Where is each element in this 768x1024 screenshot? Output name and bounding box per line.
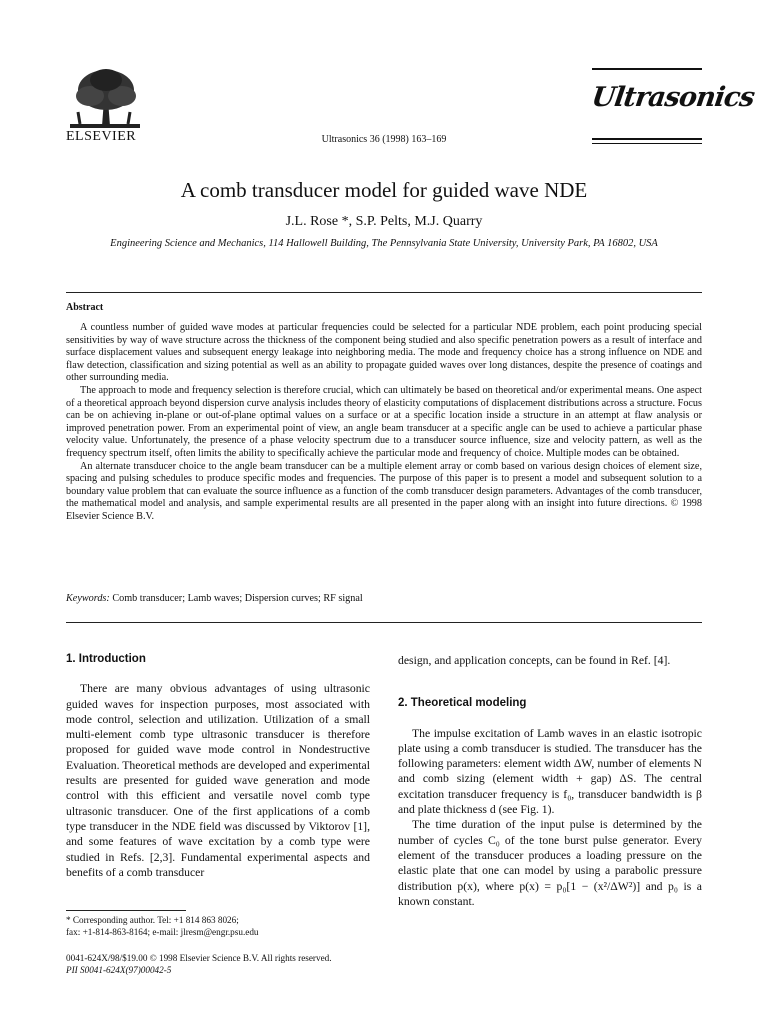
authors: J.L. Rose *, S.P. Pelts, M.J. Quarry xyxy=(285,214,483,229)
intro-paragraph: There are many obvious advantages of using ultrasonic guided waves for inspection purposes, most associated with mode control, selection and utilization. Utilization of a small multi-element comb type ultrasonic transducer is therefore proposed for guided wave mode control in Nondestructive Evaluation. Theoretical methods are developed and experimental results are presented for guided wave generation and mode control with this efficient and versatile novel comb type ultrasonic transducer. One of the first applications of a comb type transducer in the NDE field was discussed by Viktorov [1], and some features of wave excitation by a comb type were studied in Refs. [2,3]. Fundamental experimental aspects and benefits of a comb transducer xyxy=(66,682,370,879)
section-theory xyxy=(398,653,702,909)
journal-rule-bottom xyxy=(592,138,702,140)
paper-title: A comb transducer model for guided wave NDE xyxy=(180,178,588,202)
journal-rule-bottom-thin xyxy=(592,143,702,144)
section-introduction xyxy=(66,652,370,880)
divider-bottom xyxy=(66,622,702,623)
intro-heading: 1. Introduction xyxy=(66,653,146,665)
affiliation: Engineering Science and Mechanics, 114 Hallowell Building, The Pennsylvania State University, University Park, PA 16802, USA xyxy=(110,238,658,249)
keywords xyxy=(66,593,363,604)
keywords-text: Comb transducer; Lamb waves; Dispersion curves; RF signal xyxy=(112,593,363,604)
footnotes xyxy=(66,914,370,976)
abstract-paragraph: An alternate transducer choice to the angle beam transducer can be a multiple element array or comb based on various design choices of element size, spacing and pulsing schedules to produce specific modes and frequencies. The purpose of this paper is to present a model and subsequent solution to a boundary value problem that can evaluate the source influence as a function of the comb transducer design parameters. Advantages of the comb transducer, the mathematical model and analysis, and sample experimental results are all presented in the paper along with an insight into future directions. © 1998 Elsevier Science B.V. xyxy=(66,460,702,522)
abstract-paragraph: A countless number of guided wave modes at particular frequencies could be selected for a particular NDE problem, each point producing special sensitivities by way of wave structure across the thickness of the component being studied and also specific penetration powers as a result of interface and surface displacement values and subsequent energy leakage into neighboring media. The mode and frequency choice has a strong influence on NDE and flaw detection, classification and sizing potential as well as an ability to propagate guided waves over long distances, despite the presence of coatings and other surrounding media. xyxy=(66,322,702,384)
footnote-corresponding: * Corresponding author. Tel: +1 814 863 8026; xyxy=(66,915,239,925)
elsevier-tree-logo xyxy=(64,66,146,132)
journal-rule-top xyxy=(592,68,702,70)
footnote-rule xyxy=(66,910,186,911)
intro-continuation: design, and application concepts, can be found in Ref. [4]. xyxy=(398,654,671,667)
footnote-contact: fax: +1-814-863-8164; e-mail: jlresm@engr.psu.edu xyxy=(66,927,259,937)
citation: Ultrasonics 36 (1998) 163–169 xyxy=(321,134,447,145)
theory-heading: 2. Theoretical modeling xyxy=(398,697,527,710)
abstract-paragraph: The approach to mode and frequency selection is therefore crucial, which can ultimately be based on theoretical and/or experimental means. One aspect of a theoretical approach beyond dispersion curve analysis includes theory of elasticity computations of displacement distributions across a structure. Focus can be on achieving in-plane or out-of-plane optimal values on a surface or at a specific location inside a structure in an attempt at flaw analysis or improved penetration power. From an experimental point of view, an angle beam transducer at a specific angle can be used to achieve a particular phase velocity value. Unfortunately, the presence of a phase velocity spectrum due to a transducer source influence, size and velocity pattern, as well as the frequency spectrum itself, often limits the ability to specifically achieve the particular mode and frequency of choice. Multiple modes can be obtained. xyxy=(66,384,702,459)
pii-line: PII S0041-624X(97)00042-5 xyxy=(66,965,172,975)
theory-paragraph: The impulse excitation of Lamb waves in an elastic isotropic plate using a comb transducer is studied. The transducer has the following parameters: element width ΔW, number of elements N and comb sizing (element width + gap) ΔS. The central excitation transducer frequency is f₀, transducer bandwidth is β and plate thickness d (see Fig. 1). xyxy=(398,726,702,817)
theory-paragraph: The time duration of the input pulse is determined by the number of cycles C₀ of the tone burst pulse generator. Every element of the transducer produces a loading pressure on the elastic plate that one can model by using a parabolic pressure distribution p(x), where p(x) = p₀[1 − (x²/ΔW²)] and p₀ is a known constant. xyxy=(398,818,702,908)
journal-name: Ultrasonics xyxy=(589,82,756,113)
keywords-label: Keywords: xyxy=(66,593,110,604)
divider-top xyxy=(66,292,702,293)
abstract-heading: Abstract xyxy=(66,302,104,313)
copyright-line: 0041-624X/98/$19.00 © 1998 Elsevier Science B.V. All rights reserved. xyxy=(66,953,332,963)
publisher-name: ELSEVIER xyxy=(66,129,137,144)
abstract-body xyxy=(66,322,702,524)
